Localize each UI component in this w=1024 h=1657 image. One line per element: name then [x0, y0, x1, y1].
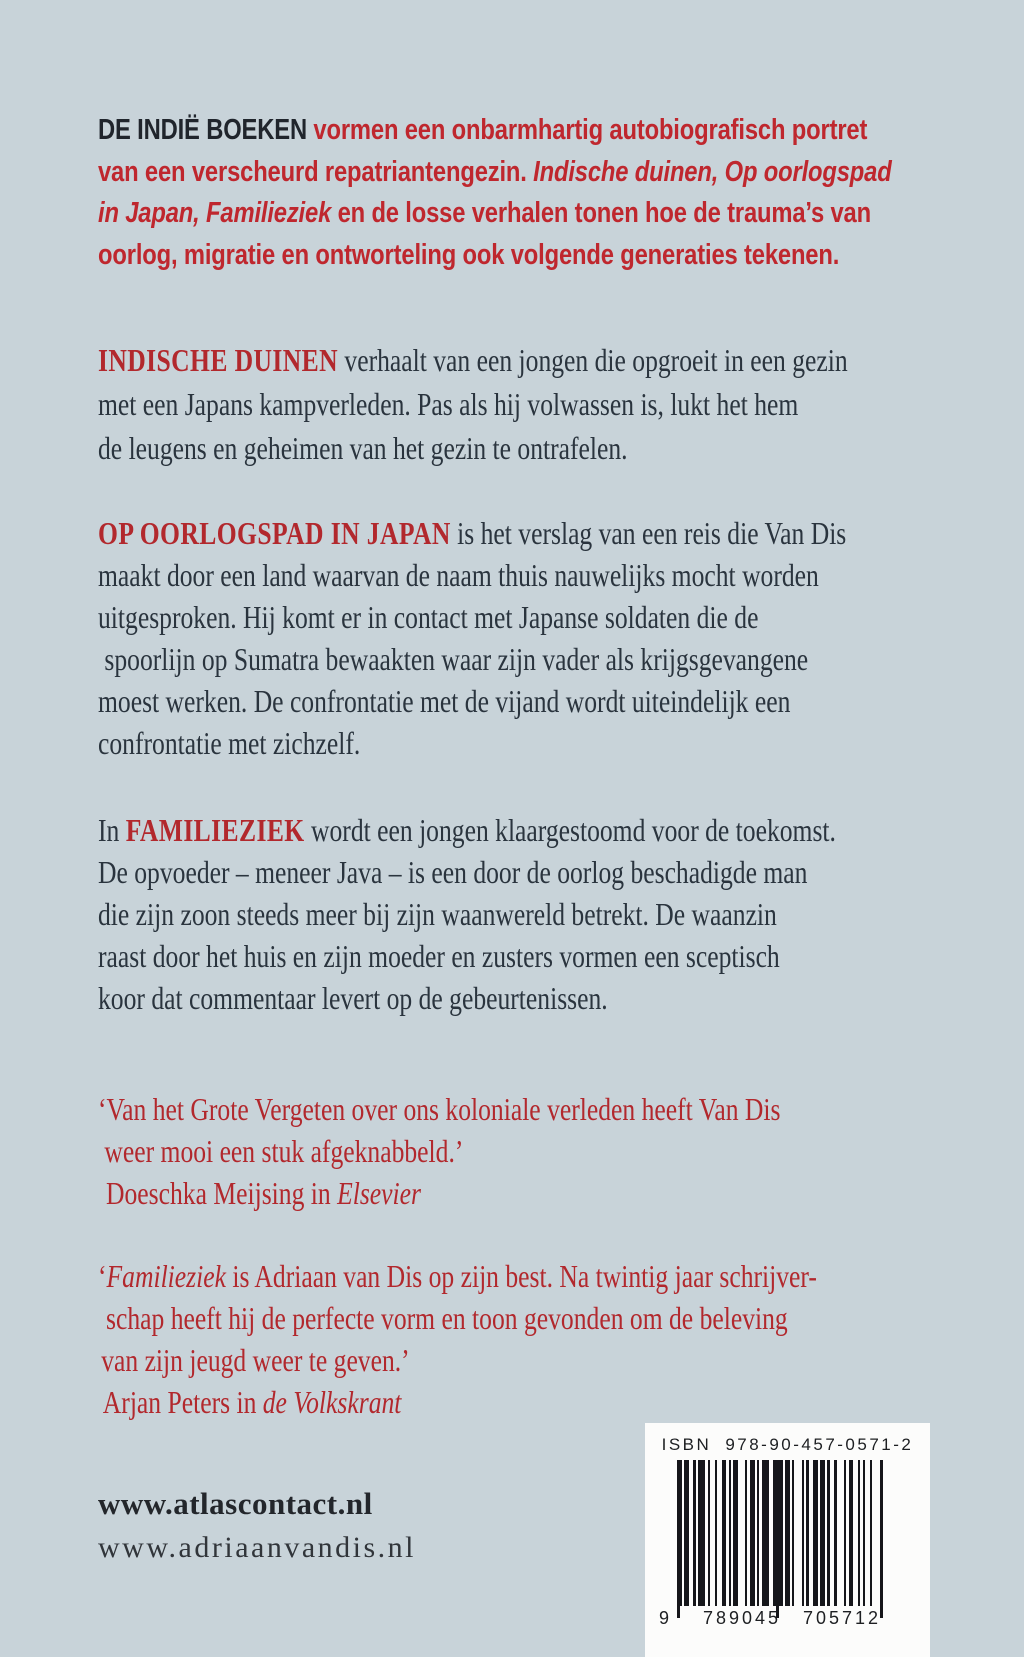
- text-line: DE INDIË BOEKEN vormen een onbarmhartig autobiografisch portret: [98, 114, 868, 146]
- text-line: met een Japans kampverleden. Pas als hij volwassen is, lukt het hem: [98, 386, 799, 422]
- barcode-bars: [677, 1460, 897, 1606]
- text-line: ‘Van het Grote Vergeten over ons koloniale verleden heeft Van Dis: [98, 1091, 781, 1127]
- barcode-bar: [863, 1460, 865, 1606]
- barcode-bar: [733, 1460, 738, 1606]
- barcode-guard-bar: [677, 1460, 680, 1618]
- barcode-bar: [745, 1460, 747, 1606]
- text-line: Doeschka Meijsing in Elsevier: [106, 1175, 421, 1211]
- indische-duinen-paragraph: [98, 338, 848, 470]
- barcode-bar: [729, 1460, 731, 1606]
- barcode-bar: [870, 1460, 872, 1606]
- review-quote-volkskrant: [98, 1255, 817, 1423]
- text-line: In FAMILIEZIEK wordt een jongen klaargestoomd voor de toekomst.: [98, 812, 836, 848]
- publisher-url: www.atlascontact.nl: [98, 1486, 373, 1521]
- text-line: INDISCHE DUINEN verhaalt van een jongen die opgroeit in een gezin: [98, 342, 848, 378]
- barcode-bar: [762, 1460, 769, 1606]
- barcode-bar: [820, 1460, 825, 1606]
- barcode-bar: [813, 1460, 818, 1606]
- text-line: die zijn zoon steeds meer bij zijn waanwereld betrekt. De waanzin: [98, 896, 777, 932]
- text-line: koor dat commentaar levert op de gebeurtenissen.: [98, 980, 608, 1016]
- barcode-bar: [802, 1460, 804, 1606]
- text-line: oorlog, migratie en ontworteling ook volgende generaties tekenen.: [98, 238, 840, 271]
- review-quote-elsevier: [98, 1088, 780, 1214]
- isbn-label: ISBN: [661, 1435, 712, 1454]
- text-line: uitgesproken. Hij komt er in contact met Japanse soldaten die de: [98, 599, 759, 635]
- text-line: confrontatie met zichzelf.: [98, 725, 361, 761]
- barcode-digit-group-2: 705712: [803, 1608, 882, 1628]
- barcode-bar: [844, 1460, 846, 1606]
- familieziek-paragraph: [98, 809, 836, 1019]
- barcode-bar: [750, 1460, 755, 1606]
- text-line: OP OORLOGSPAD IN JAPAN is het verslag van een reis die Van Dis: [98, 515, 847, 551]
- barcode-bar: [849, 1460, 854, 1606]
- text-line: De opvoeder – meneer Java – is een door de oorlog beschadigde man: [98, 854, 808, 890]
- barcode-bar: [785, 1460, 790, 1606]
- barcode-bar: [858, 1460, 860, 1606]
- barcode-bar: [827, 1460, 829, 1606]
- op-oorlogspad-paragraph: [98, 512, 846, 764]
- isbn-row: [645, 1435, 930, 1455]
- text-line: schap heeft hij de perfecte vorm en toon gevonden om de beleving: [106, 1300, 788, 1336]
- text-line: van zijn jeugd weer te geven.’: [101, 1342, 410, 1378]
- barcode-bar: [715, 1460, 717, 1606]
- barcode-bar: [684, 1460, 689, 1606]
- barcode-guard-bar: [880, 1460, 883, 1618]
- barcode-bar: [806, 1460, 808, 1606]
- barcode-digit-lead: 9: [659, 1608, 673, 1628]
- barcode-guard-bar: [776, 1460, 779, 1618]
- text-line: van een verscheurd repatriantengezin. Indische duinen, Op oorlogspad: [98, 155, 892, 188]
- text-line: ‘Familieziek is Adriaan van Dis op zijn best. Na twintig jaar schrijver-: [98, 1258, 817, 1294]
- isbn-number: 978-90-457-0571-2: [725, 1435, 914, 1454]
- barcode-digits: [645, 1606, 930, 1636]
- barcode-bar: [792, 1460, 794, 1606]
- intro-paragraph: [98, 110, 892, 276]
- text-line: weer mooi een stuk afgeknabbeld.’: [104, 1133, 464, 1169]
- barcode-bar: [698, 1460, 705, 1606]
- barcode-digit-group-1: 789045: [703, 1608, 782, 1628]
- barcode-bar: [834, 1460, 836, 1606]
- barcode-bar: [757, 1460, 759, 1606]
- barcode-panel: [645, 1423, 930, 1657]
- barcode-bar: [693, 1460, 695, 1606]
- text-line: in Japan, Familieziek en de losse verhalen tonen hoe de trauma’s van: [98, 197, 871, 229]
- barcode-bar: [722, 1460, 727, 1606]
- text-line: de leugens en geheimen van het gezin te ontrafelen.: [98, 430, 628, 466]
- barcode-bar: [708, 1460, 710, 1606]
- text-line: maakt door een land waarvan de naam thuis nauwelijks mocht worden: [98, 557, 819, 593]
- text-line: Arjan Peters in de Volkskrant: [102, 1384, 402, 1420]
- text-line: raast door het huis en zijn moeder en zusters vormen een sceptisch: [98, 938, 780, 974]
- author-url: www.adriaanvandis.nl: [98, 1531, 416, 1564]
- text-line: moest werken. De confrontatie met de vijand wordt uiteindelijk een: [98, 683, 791, 719]
- text-line: spoorlijn op Sumatra bewaakten waar zijn vader als krijgsgevangene: [104, 641, 809, 677]
